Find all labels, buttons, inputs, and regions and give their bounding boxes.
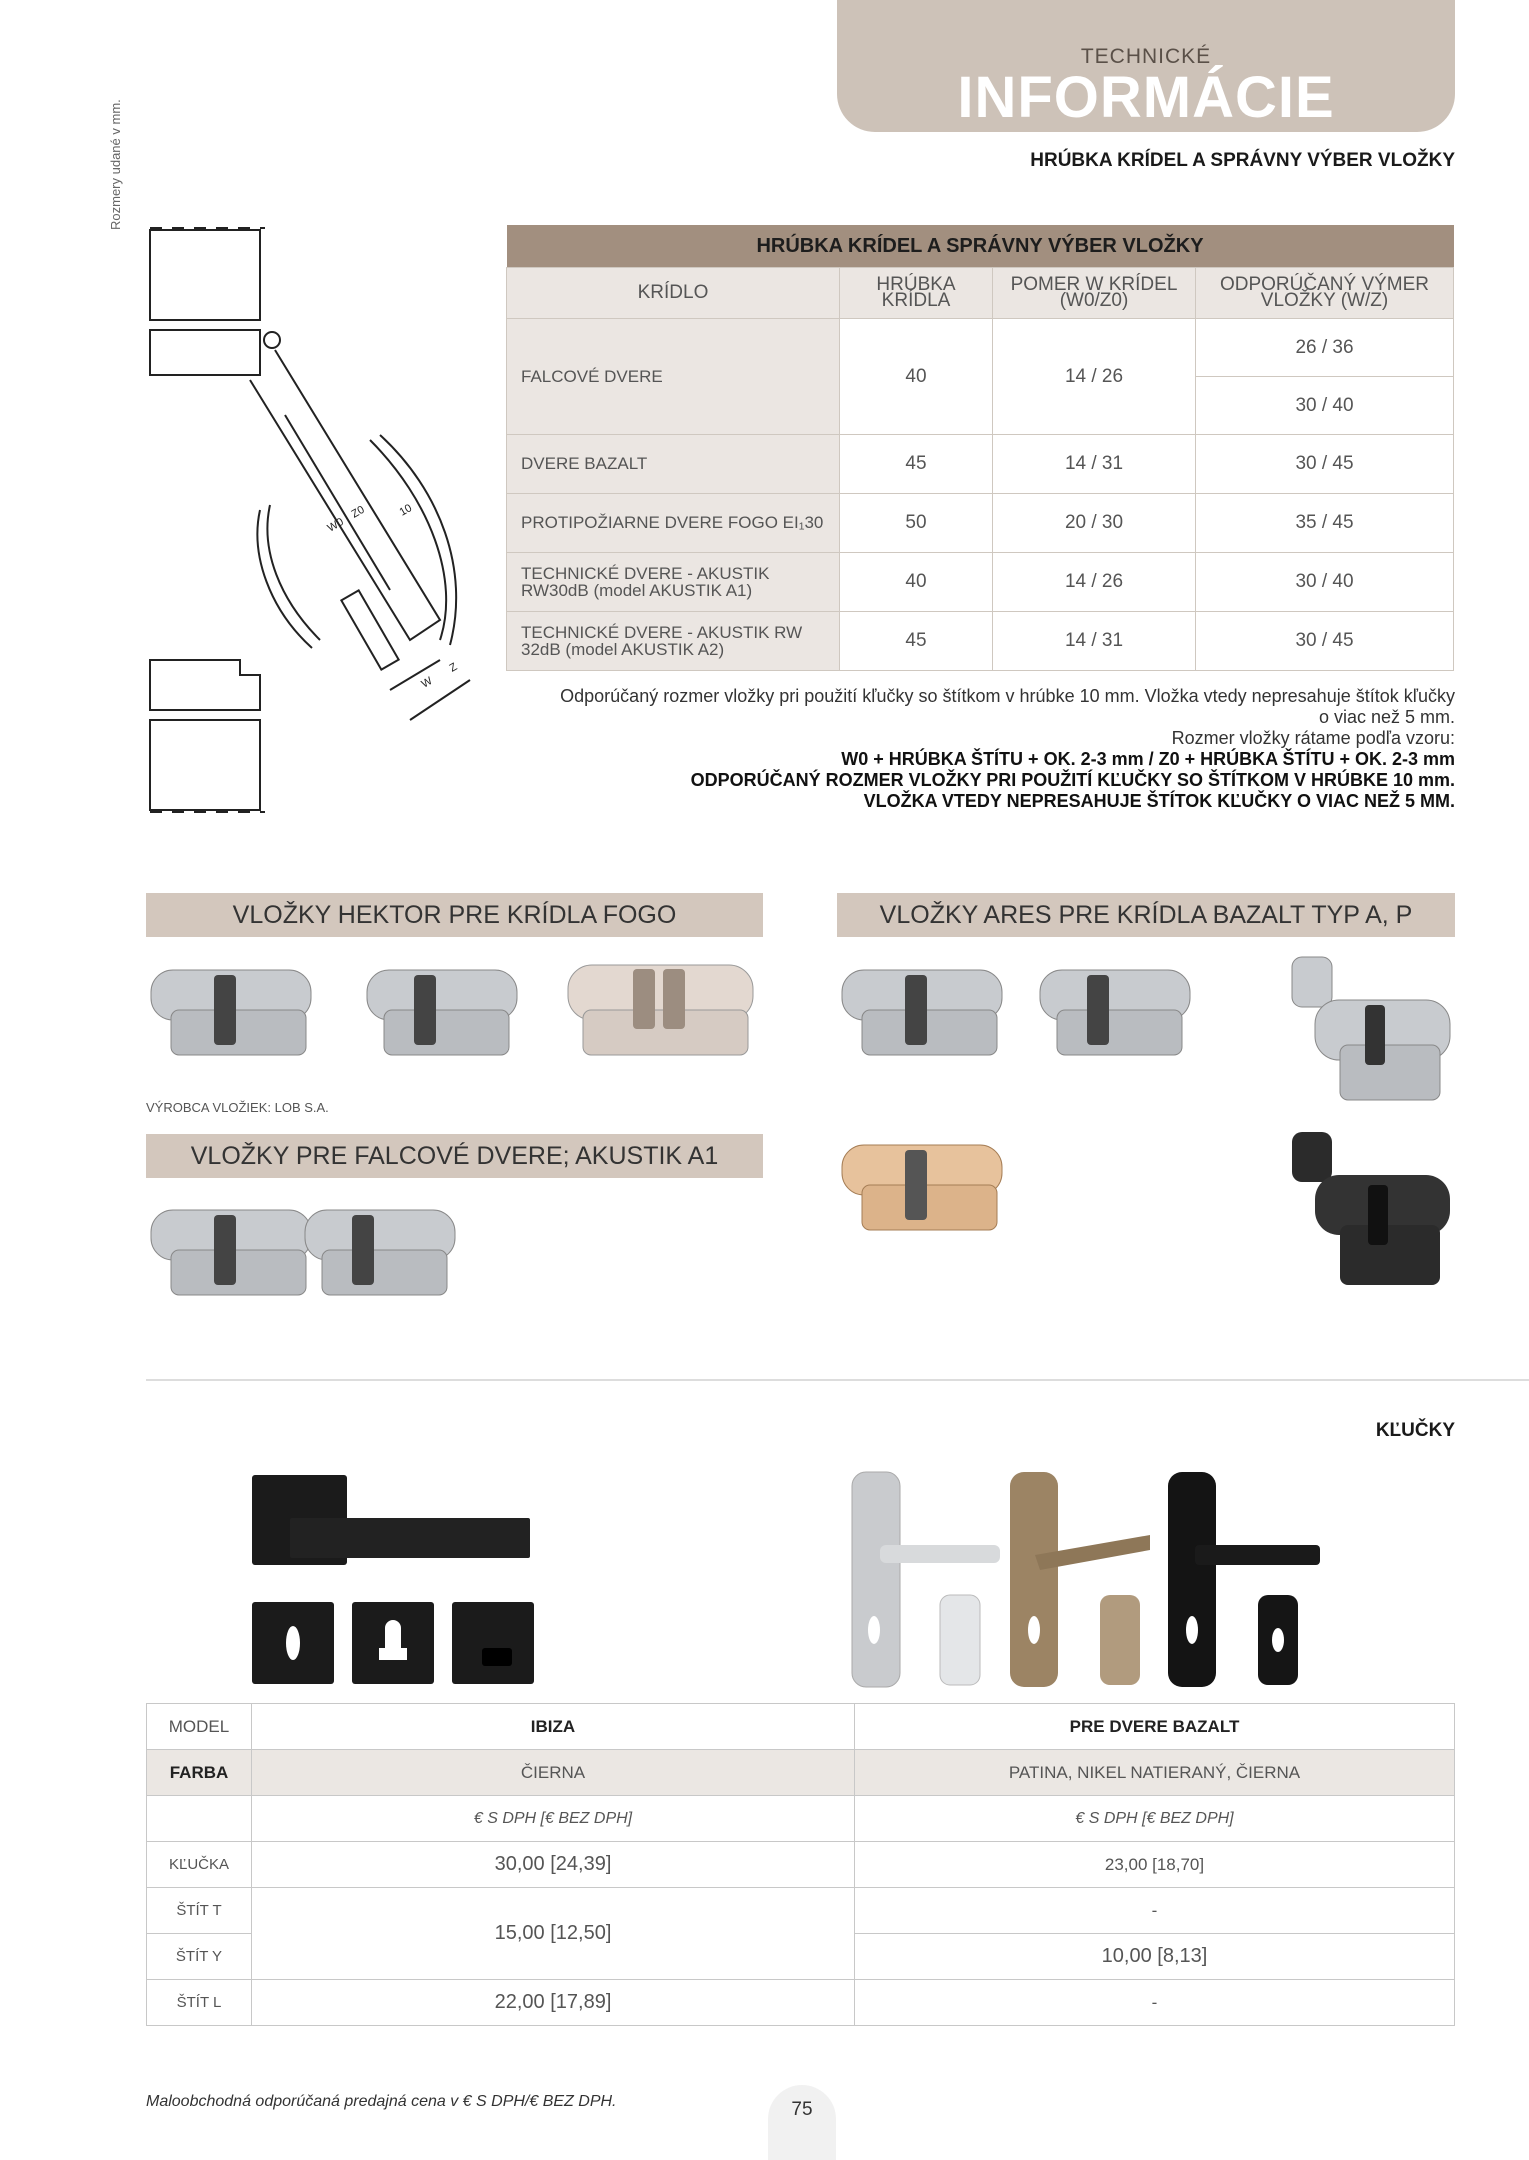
bar-ares: VLOŽKY ARES PRE KRÍDLA BAZALT TYP A, P <box>837 893 1455 937</box>
cylinder-image <box>563 955 763 1070</box>
footer-note: Maloobchodná odporúčaná predajná cena v € S DPH/€ BEZ DPH. <box>146 2093 617 2110</box>
table-header <box>507 268 1454 319</box>
table-row <box>147 1750 1455 1796</box>
thumbturn-cylinder-image-black <box>1290 1130 1455 1295</box>
thickness-table <box>506 225 1454 671</box>
cell-recommended: 30 / 40 <box>1196 377 1454 435</box>
cell-wing: TECHNICKÉ DVERE - AKUSTIK RW30dB (model AKUSTIK A1) <box>507 553 840 612</box>
cell-thickness: 45 <box>840 612 993 671</box>
table-row <box>147 1842 1455 1888</box>
cylinder-image <box>300 1195 460 1310</box>
header-wing: KRÍDLO <box>507 268 840 319</box>
cell-wing: FALCOVÉ DVERE <box>507 319 840 435</box>
note-line-1: Odporúčaný rozmer vložky pri použití kľučky so štítkom v hrúbke 10 mm. Vložka vtedy nepresahuje štítok kľučky o viac než 5 mm. <box>560 686 1455 727</box>
cell-recommended: 35 / 45 <box>1196 494 1454 553</box>
note-line-5: VLOŽKA VTEDY NEPRESAHUJE ŠTÍTOK KĽUČKY O VIAC NEŽ 5 MM. <box>863 791 1455 811</box>
row-label: ŠTÍT Y <box>147 1934 252 1980</box>
handles-title: KĽUČKY <box>1375 1420 1455 1441</box>
cell-wing: PROTIPOŽIARNE DVERE FOGO EI₁30 <box>507 494 840 553</box>
header-subtitle: TECHNICKÉ <box>1080 45 1212 68</box>
label-z: Z <box>447 660 460 675</box>
price-header-ibiza: € S DPH [€ BEZ DPH] <box>252 1796 855 1842</box>
header-title: INFORMÁCIE <box>957 65 1335 130</box>
price-bazalt-handle: 23,00 [18,70] <box>855 1842 1455 1888</box>
bar-falc: VLOŽKY PRE FALCOVÉ DVERE; AKUSTIK A1 <box>146 1134 763 1178</box>
price-bazalt-shield-t: - <box>855 1888 1455 1934</box>
cylinder-image <box>146 1195 321 1310</box>
table-row <box>507 435 1454 494</box>
cell-ratio: 14 / 26 <box>993 553 1196 612</box>
row-label: ŠTÍT L <box>147 1980 252 2026</box>
door-cross-section-diagram <box>140 220 490 820</box>
color-label: FARBA <box>147 1750 252 1796</box>
note-line-2: Rozmer vložky rátame podľa vzoru: <box>1171 728 1455 748</box>
notes-block <box>555 686 1455 812</box>
cylinder-image <box>362 955 522 1070</box>
header-thickness: HRÚBKA KRÍDLA <box>840 268 993 319</box>
price-ibiza-shield: 15,00 [12,50] <box>252 1888 855 1980</box>
table-row <box>147 1888 1455 1934</box>
ibiza-handle-image <box>250 1470 540 1690</box>
table-row <box>147 1980 1455 2026</box>
color-ibiza: ČIERNA <box>252 1750 855 1796</box>
cylinder-image-brass <box>837 1130 1012 1245</box>
cell-ratio: 14 / 31 <box>993 612 1196 671</box>
table-row <box>147 1704 1455 1750</box>
row-label: ŠTÍT T <box>147 1888 252 1934</box>
price-bazalt-shield-l: - <box>855 1980 1455 2026</box>
cell-wing: TECHNICKÉ DVERE - AKUSTIK RW 32dB (model AKUSTIK A2) <box>507 612 840 671</box>
cell-ratio: 14 / 31 <box>993 435 1196 494</box>
table-row <box>507 553 1454 612</box>
cell-recommended: 30 / 45 <box>1196 435 1454 494</box>
side-note: Rozmery udané v mm. <box>108 99 123 230</box>
cell-thickness: 50 <box>840 494 993 553</box>
cylinder-image <box>1035 955 1195 1070</box>
price-header-bazalt: € S DPH [€ BEZ DPH] <box>855 1796 1455 1842</box>
price-bazalt-shield-y: 10,00 [8,13] <box>855 1934 1455 1980</box>
label-w: W <box>419 675 435 691</box>
cylinder-image <box>837 955 1012 1070</box>
cell-ratio: 20 / 30 <box>993 494 1196 553</box>
price-table <box>146 1703 1455 2026</box>
header-recommended: ODPORÚČANÝ VÝMER VLOŽKY (W/Z) <box>1196 268 1454 319</box>
model-bazalt: PRE DVERE BAZALT <box>855 1704 1455 1750</box>
price-ibiza-handle: 30,00 [24,39] <box>252 1842 855 1888</box>
header-ratio: POMER W KRÍDEL (W0/Z0) <box>993 268 1196 319</box>
bazalt-handles-image <box>850 1470 1330 1690</box>
manufacturer-note: VÝROBCA VLOŽIEK: LOB S.A. <box>146 1100 329 1115</box>
model-label: MODEL <box>147 1704 252 1750</box>
row-label: KĽUČKA <box>147 1842 252 1888</box>
cell-recommended: 30 / 40 <box>1196 553 1454 612</box>
color-bazalt: PATINA, NIKEL NATIERANÝ, ČIERNA <box>855 1750 1455 1796</box>
cell-recommended: 26 / 36 <box>1196 319 1454 377</box>
label-z0: Z0 <box>349 503 367 521</box>
bar-hektor: VLOŽKY HEKTOR PRE KRÍDLA FOGO <box>146 893 763 937</box>
table-row <box>507 494 1454 553</box>
cell-thickness: 40 <box>840 553 993 612</box>
section-title: HRÚBKA KRÍDEL A SPRÁVNY VÝBER VLOŽKY <box>1030 150 1455 171</box>
model-ibiza: IBIZA <box>252 1704 855 1750</box>
note-line-4: ODPORÚČANÝ ROZMER VLOŽKY PRI POUŽITÍ KĽUČKY SO ŠTÍTKOM V HRÚBKE 10 mm. <box>690 770 1455 790</box>
table-row <box>507 612 1454 671</box>
table-caption: HRÚBKA KRÍDEL A SPRÁVNY VÝBER VLOŽKY <box>507 225 1454 268</box>
cell-thickness: 40 <box>840 319 993 435</box>
cell-wing: DVERE BAZALT <box>507 435 840 494</box>
cell-ratio: 14 / 26 <box>993 319 1196 435</box>
thumbturn-cylinder-image <box>1290 955 1455 1115</box>
cylinder-image <box>146 955 321 1070</box>
page-number: 75 <box>768 2085 836 2160</box>
section-divider <box>146 1379 1529 1381</box>
label-w0: W0 <box>325 515 346 535</box>
cell-thickness: 45 <box>840 435 993 494</box>
label-10: 10 <box>397 502 415 519</box>
header-tab <box>837 0 1455 132</box>
note-line-3: W0 + HRÚBKA ŠTÍTU + OK. 2-3 mm / Z0 + HRÚBKA ŠTÍTU + OK. 2-3 mm <box>841 749 1455 769</box>
table-row <box>147 1796 1455 1842</box>
cell-recommended: 30 / 45 <box>1196 612 1454 671</box>
price-ibiza-shield-l: 22,00 [17,89] <box>252 1980 855 2026</box>
table-row <box>507 319 1454 377</box>
